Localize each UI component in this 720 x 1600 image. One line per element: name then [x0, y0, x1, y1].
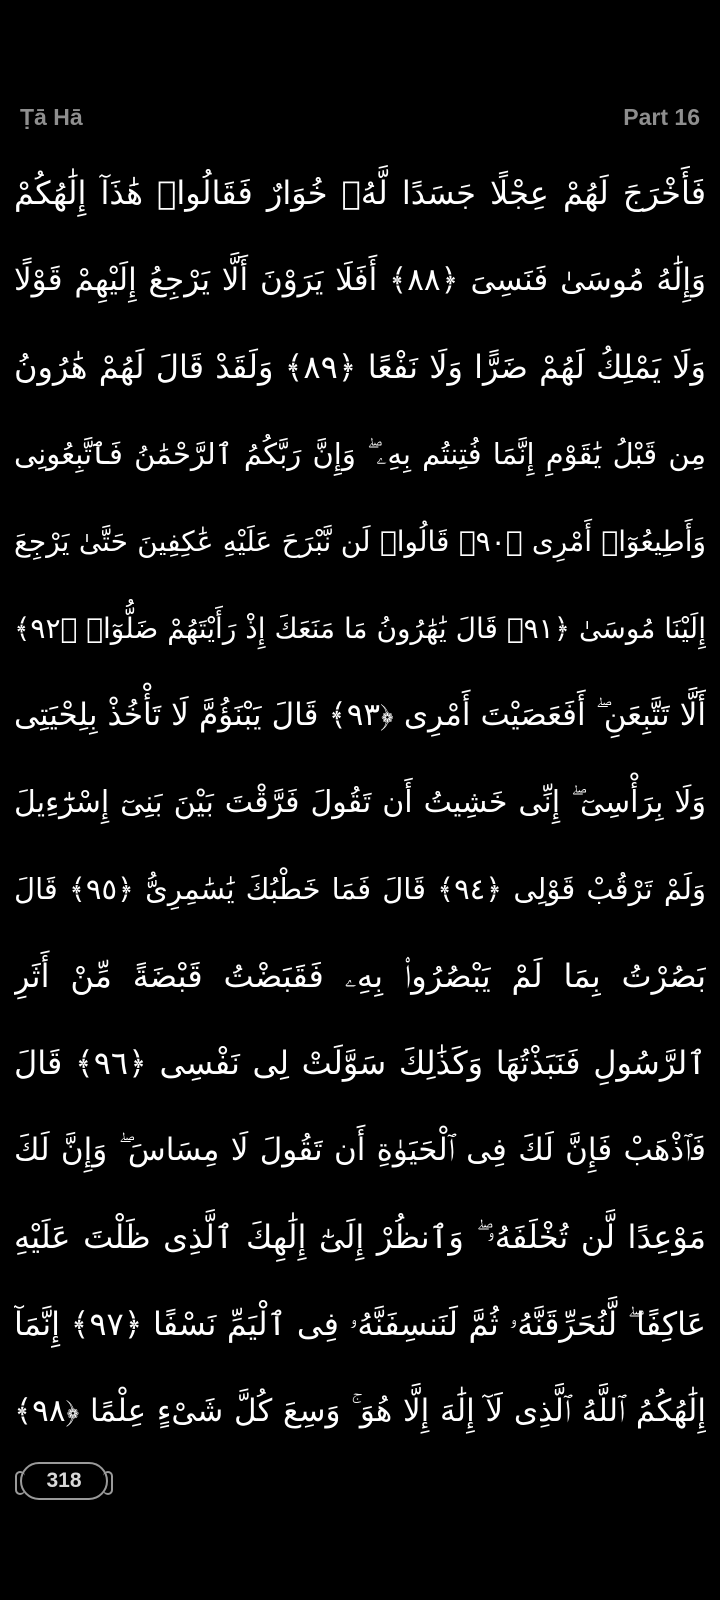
quran-line-14: عَاكِفًا ۖ لَّنُحَرِّقَنَّهُۥ ثُمَّ لَنَنسِفَنَّهُۥ فِى ٱلْيَمِّ نَسْفًا ﴿٩٧﴾ إِنَّمَآ — [14, 1305, 706, 1343]
quran-line-1: فَأَخْرَجَ لَهُمْ عِجْلًا جَسَدًا لَّهُۥ خُوَارٌ فَقَالُوا۟ هَٰذَآ إِلَٰهُكُمْ — [14, 174, 706, 212]
quran-line-15: إِلَٰهُكُمُ ٱللَّهُ ٱلَّذِى لَآ إِلَٰهَ إِلَّا هُوَ ۚ وَسِعَ كُلَّ شَىْءٍ عِلْمًا ﴿٩٨﴾ — [14, 1393, 706, 1429]
quran-line-2: وَإِلَٰهُ مُوسَىٰ فَنَسِىَ ﴿٨٨﴾ أَفَلَا يَرَوْنَ أَلَّا يَرْجِعُ إِلَيْهِمْ قَوْلًا — [14, 262, 706, 298]
quran-page-text[interactable] — [14, 150, 706, 1455]
quran-line-5: وَأَطِيعُوٓا۟ أَمْرِى ﴿٩٠﴾ قَالُوا۟ لَن نَّبْرَحَ عَلَيْهِ عَٰكِفِينَ حَتَّىٰ يَرْجِعَ — [14, 525, 706, 558]
quran-line-3: وَلَا يَمْلِكُ لَهُمْ ضَرًّا وَلَا نَفْعًا ﴿٨٩﴾ وَلَقَدْ قَالَ لَهُمْ هَٰرُونُ — [14, 348, 706, 386]
part-label: Part 16 — [623, 103, 700, 130]
page-header — [20, 97, 700, 137]
quran-line-4: مِن قَبْلُ يَٰقَوْمِ إِنَّمَا فُتِنتُم بِهِۦ ۖ وَإِنَّ رَبَّكُمُ ٱلرَّحْمَٰنُ فَٱتَّبِعُونِى — [14, 437, 706, 471]
quran-line-6: إِلَيْنَا مُوسَىٰ ﴿٩١﴾ قَالَ يَٰهَٰرُونُ مَا مَنَعَكَ إِذْ رَأَيْتَهُمْ ضَلُّوٓا۟ ﴿٩٢﴾ — [14, 612, 706, 645]
page-number-badge — [20, 1462, 108, 1500]
quran-line-10: بَصُرْتُ بِمَا لَمْ يَبْصُرُوا۟ بِهِۦ فَقَبَضْتُ قَبْضَةً مِّنْ أَثَرِ — [14, 957, 706, 995]
quran-line-12: فَٱذْهَبْ فَإِنَّ لَكَ فِى ٱلْحَيَوٰةِ أَن تَقُولَ لَا مِسَاسَ ۖ وَإِنَّ لَكَ — [14, 1132, 706, 1168]
quran-line-11: ٱلرَّسُولِ فَنَبَذْتُهَا وَكَذَٰلِكَ سَوَّلَتْ لِى نَفْسِى ﴿٩٦﴾ قَالَ — [14, 1044, 706, 1082]
quran-line-9: وَلَمْ تَرْقُبْ قَوْلِى ﴿٩٤﴾ قَالَ فَمَا خَطْبُكَ يَٰسَٰمِرِىُّ ﴿٩٥﴾ قَالَ — [14, 872, 706, 906]
surah-name: Ṭā Hā — [20, 103, 83, 130]
page-number: 318 — [46, 1469, 82, 1492]
quran-line-8: وَلَا بِرَأْسِىٓ ۖ إِنِّى خَشِيتُ أَن تَقُولَ فَرَّقْتَ بَيْنَ بَنِىٓ إِسْرَٰٓءِيلَ — [14, 785, 706, 820]
quran-line-13: مَوْعِدًا لَّن تُخْلَفَهُۥ ۖ وَٱنظُرْ إِلَىٰٓ إِلَٰهِكَ ٱلَّذِى ظَلْتَ عَلَيْهِ — [14, 1218, 706, 1256]
quran-line-7: أَلَّا تَتَّبِعَنِ ۖ أَفَعَصَيْتَ أَمْرِى ﴿٩٣﴾ قَالَ يَبْنَؤُمَّ لَا تَأْخُذْ بِلِحْيَتِى — [14, 697, 706, 733]
